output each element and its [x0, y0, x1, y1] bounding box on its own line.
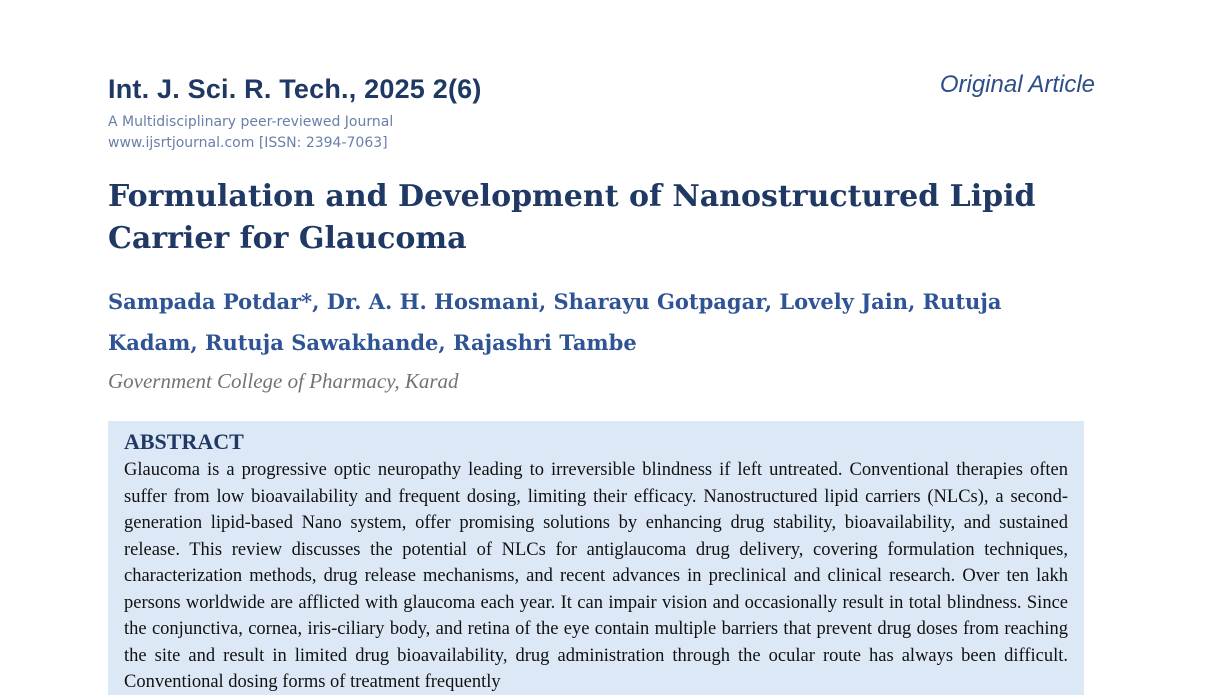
journal-website: www.ijsrtjournal.com [ISSN: 2394-7063] — [108, 135, 388, 151]
article-type-label: Original Article — [939, 71, 1095, 98]
journal-name: Int. J. Sci. R. Tech., 2025 2(6) — [108, 74, 482, 104]
abstract-heading: ABSTRACT — [124, 429, 244, 454]
author-affiliation: Government College of Pharmacy, Karad — [108, 369, 459, 393]
journal-tagline: A Multidisciplinary peer-reviewed Journal — [108, 114, 394, 130]
author-list: Sampada Potdar*, Dr. A. H. Hosmani, Sharayu Gotpagar, Lovely Jain, Rutuja Kadam, Rutuja Sawakhande, Rajashri Tambe — [108, 289, 1002, 355]
paper-title: Formulation and Development of Nanostructured Lipid Carrier for Glaucoma — [108, 179, 1036, 256]
abstract-text: Glaucoma is a progressive optic neuropathy leading to irreversible blindness if left untreated. Conventional therapies often suffer from low bioavailability and frequent dosing, limiting their efficacy. Nanostructured lipid carriers (NLCs), a second-generation lipid-based Nano system, offer promising solutions by enhancing drug stability, bioavailability, and sustained release. This review discusses the potential of NLCs for antiglaucoma drug delivery, covering formulation techniques, characterization methods, drug release mechanisms, and recent advances in preclinical and clinical research. Over ten lakh persons worldwide are afflicted with glaucoma each year. It can impair vision and occasionally result in total blindness. Since the conjunctiva, cornea, iris-ciliary body, and retina of the eye contain multiple barriers that prevent drug doses from reaching the site and result in limited drug bioavailability, drug administration through the ocular route has always been difficult. Conventional dosing forms of treatment frequently — [124, 460, 1068, 692]
abstract-section — [108, 421, 1084, 695]
